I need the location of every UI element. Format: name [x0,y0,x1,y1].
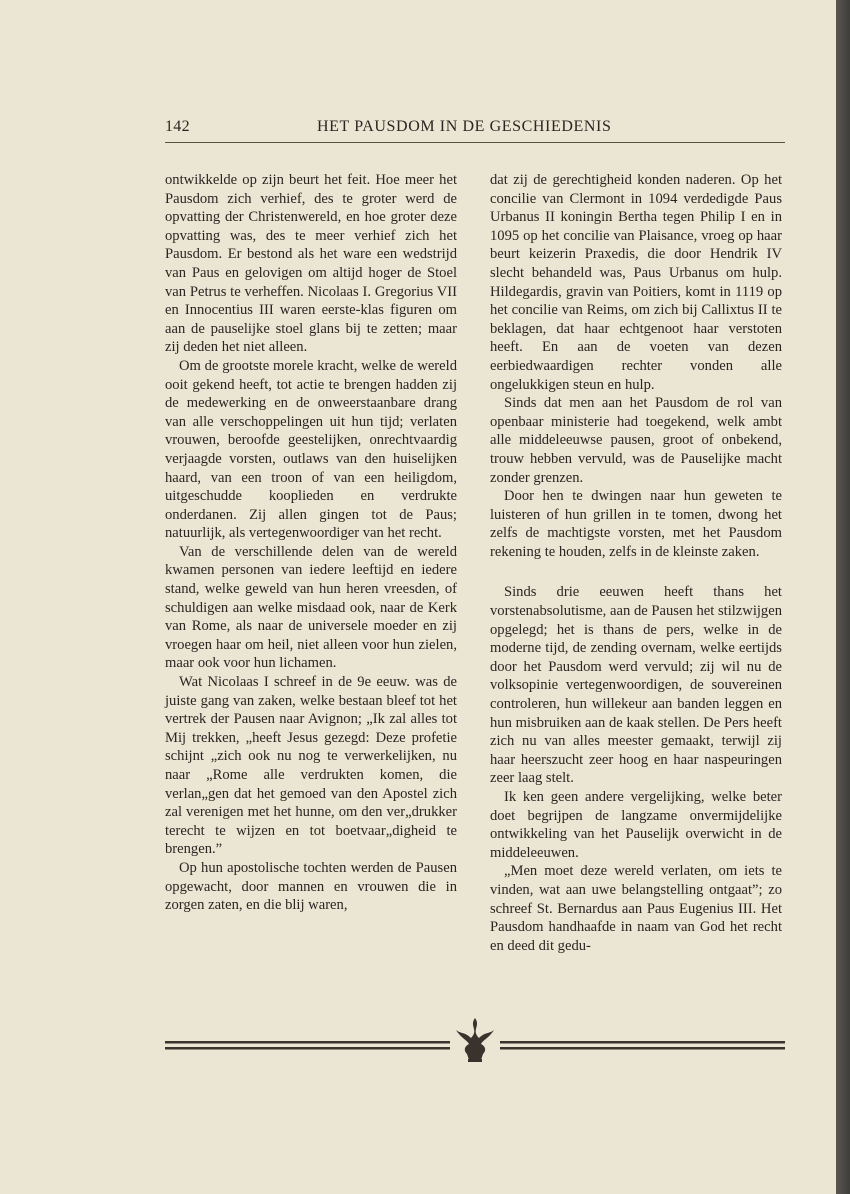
page-header [165,118,785,140]
right-column [490,171,782,955]
paragraph: Om de grootste morele kracht, welke de wereld ooit gekend heeft, tot actie te brengen hadden zij de medewerking en de onweerstaanbare drang van alle verschoppelingen uit hun tijd; verlaten vrouwen, beroofde geestelijken, onrechtvaardig verjaagde vorsten, outlaws van den huiselijken haard, van een troon of van een heiligdom, uitgeschudde kooplieden en verdrukte onderdanen. Zij allen gingen tot de Paus; natuurlijk, als vertegenwoordiger van het recht. [165,357,457,542]
running-title: HET PAUSDOM IN DE GESCHIEDENIS [317,118,612,135]
paragraph: „Men moet deze wereld verlaten, om iets te vinden, wat aan uwe belangstelling ontgaat”; zo schreef St. Bernardus aan Paus Eugenius III. Het Pausdom handhaafde in naam van God het recht en deed dit gedu- [490,863,782,954]
paragraph: dat zij de gerechtigheid konden naderen. Op het concilie van Clermont in 1094 verdedigde Paus Urbanus II koningin Bertha tegen Philip I en in 1095 op het concilie van Plaisance, vroeg op haar beurt keizerin Praxedis, die door Hendrik IV slecht behandeld was, Paus Urbanus om hulp. Hildegardis, gravin van Poitiers, komt in 1119 op het concilie van Reims, om zich bij Callixtus II te beklagen, dat haar echtgenoot haar verstoten heeft. En aan de voeten van dezen eerbiedwaardigen rechter vonden alle ongelukkigen steun en hulp. [490,172,782,393]
flame-ornament-icon [165,1016,785,1066]
header-rule [165,142,785,143]
page-edge [836,0,850,1194]
paragraph: Van de verschillende delen van de wereld kwamen personen van iedere leeftijd en iedere stand, welke geweld van hun heren vreesden, of schuldigen aan welke misdaad ook, naar de Kerk van Rome, als naar de universele moeder en zij vroegen haar om heil, niet alleen voor hun zielen, maar ook voor hun lichamen. [165,543,457,672]
paragraph: Sinds dat men aan het Pausdom de rol van openbaar ministerie had toegekend, welk ambt alle middeleeuwse pausen, groot of onbekend, trouw hebben vervuld, was de Pauselijke macht zonder grenzen. [490,395,782,486]
paragraph: Door hen te dwingen naar hun geweten te luisteren of hun grillen in te tomen, dwong het zelfs de machtigste vorsten, met het Pausdom rekening te houden, zelfs in de kleinste zaken. [490,488,782,560]
paragraph: Op hun apostolische tochten werden de Pausen opgewacht, door mannen en vrouwen die in zorgen zaten, en die blij waren, [165,859,457,914]
paragraph: ontwikkelde op zijn beurt het feit. Hoe meer het Pausdom zich verhief, des te groter werd de opvatting der Christenwereld, en hoe groter deze opvatting was, des te meer verhief zich het Pausdom. Er bestond als het ware een wedstrijd van Paus en gelovigen om altijd hoger de Stoel van Petrus te verheffen. Nicolaas I. Gregorius VII en Innocentius III waren eerste-klas figuren om aan de pauselijke stoel glans bij te zetten; maar zij deden het niet alleen. [165,172,457,356]
paragraph: Wat Nicolaas I schreef in de 9e eeuw. was de juiste gang van zaken, welke bestaan bleef tot het vertrek der Pausen naar Avignon; „Ik zal alles tot Mij trekken, „heeft Jesus gezegd: Deze profetie schijnt „zich ook nu nog te verwerkelijken, nu naar „Rome alle verdrukten komen, die verlan„gen dat het gemoed van den Apostel zich zal verenigen met het hunne, om den ver„drukker terecht te wijzen en tot boetvaar„digheid te brengen.” [165,674,457,858]
footer-ornament [165,1016,785,1066]
page-number: 142 [165,118,190,135]
paragraph: Sinds drie eeuwen heeft thans het vorstenabsolutisme, aan de Pausen het stilzwijgen opgelegd; het is thans de pers, welke in de moderne tijd, de zending overnam, welke eertijds door het Pausdom werd vervuld; zij wil nu de volksopinie vertegenwoordigen, de souvereinen controleren, hun willekeur aan banden leggen en hun misbruiken aan de kaak stellen. De Pers heeft zich nu van alles meester gemaakt, terwijl zij haar heerszucht zeer hoog en haar naspeuringen zeer laag stelt. [490,584,782,787]
paragraph: Ik ken geen andere vergelijking, welke beter doet begrijpen de langzame onvermijdelijke ontwikkeling van het Pauselijk overwicht in de middeleeuwen. [490,789,782,861]
left-column [165,171,457,915]
